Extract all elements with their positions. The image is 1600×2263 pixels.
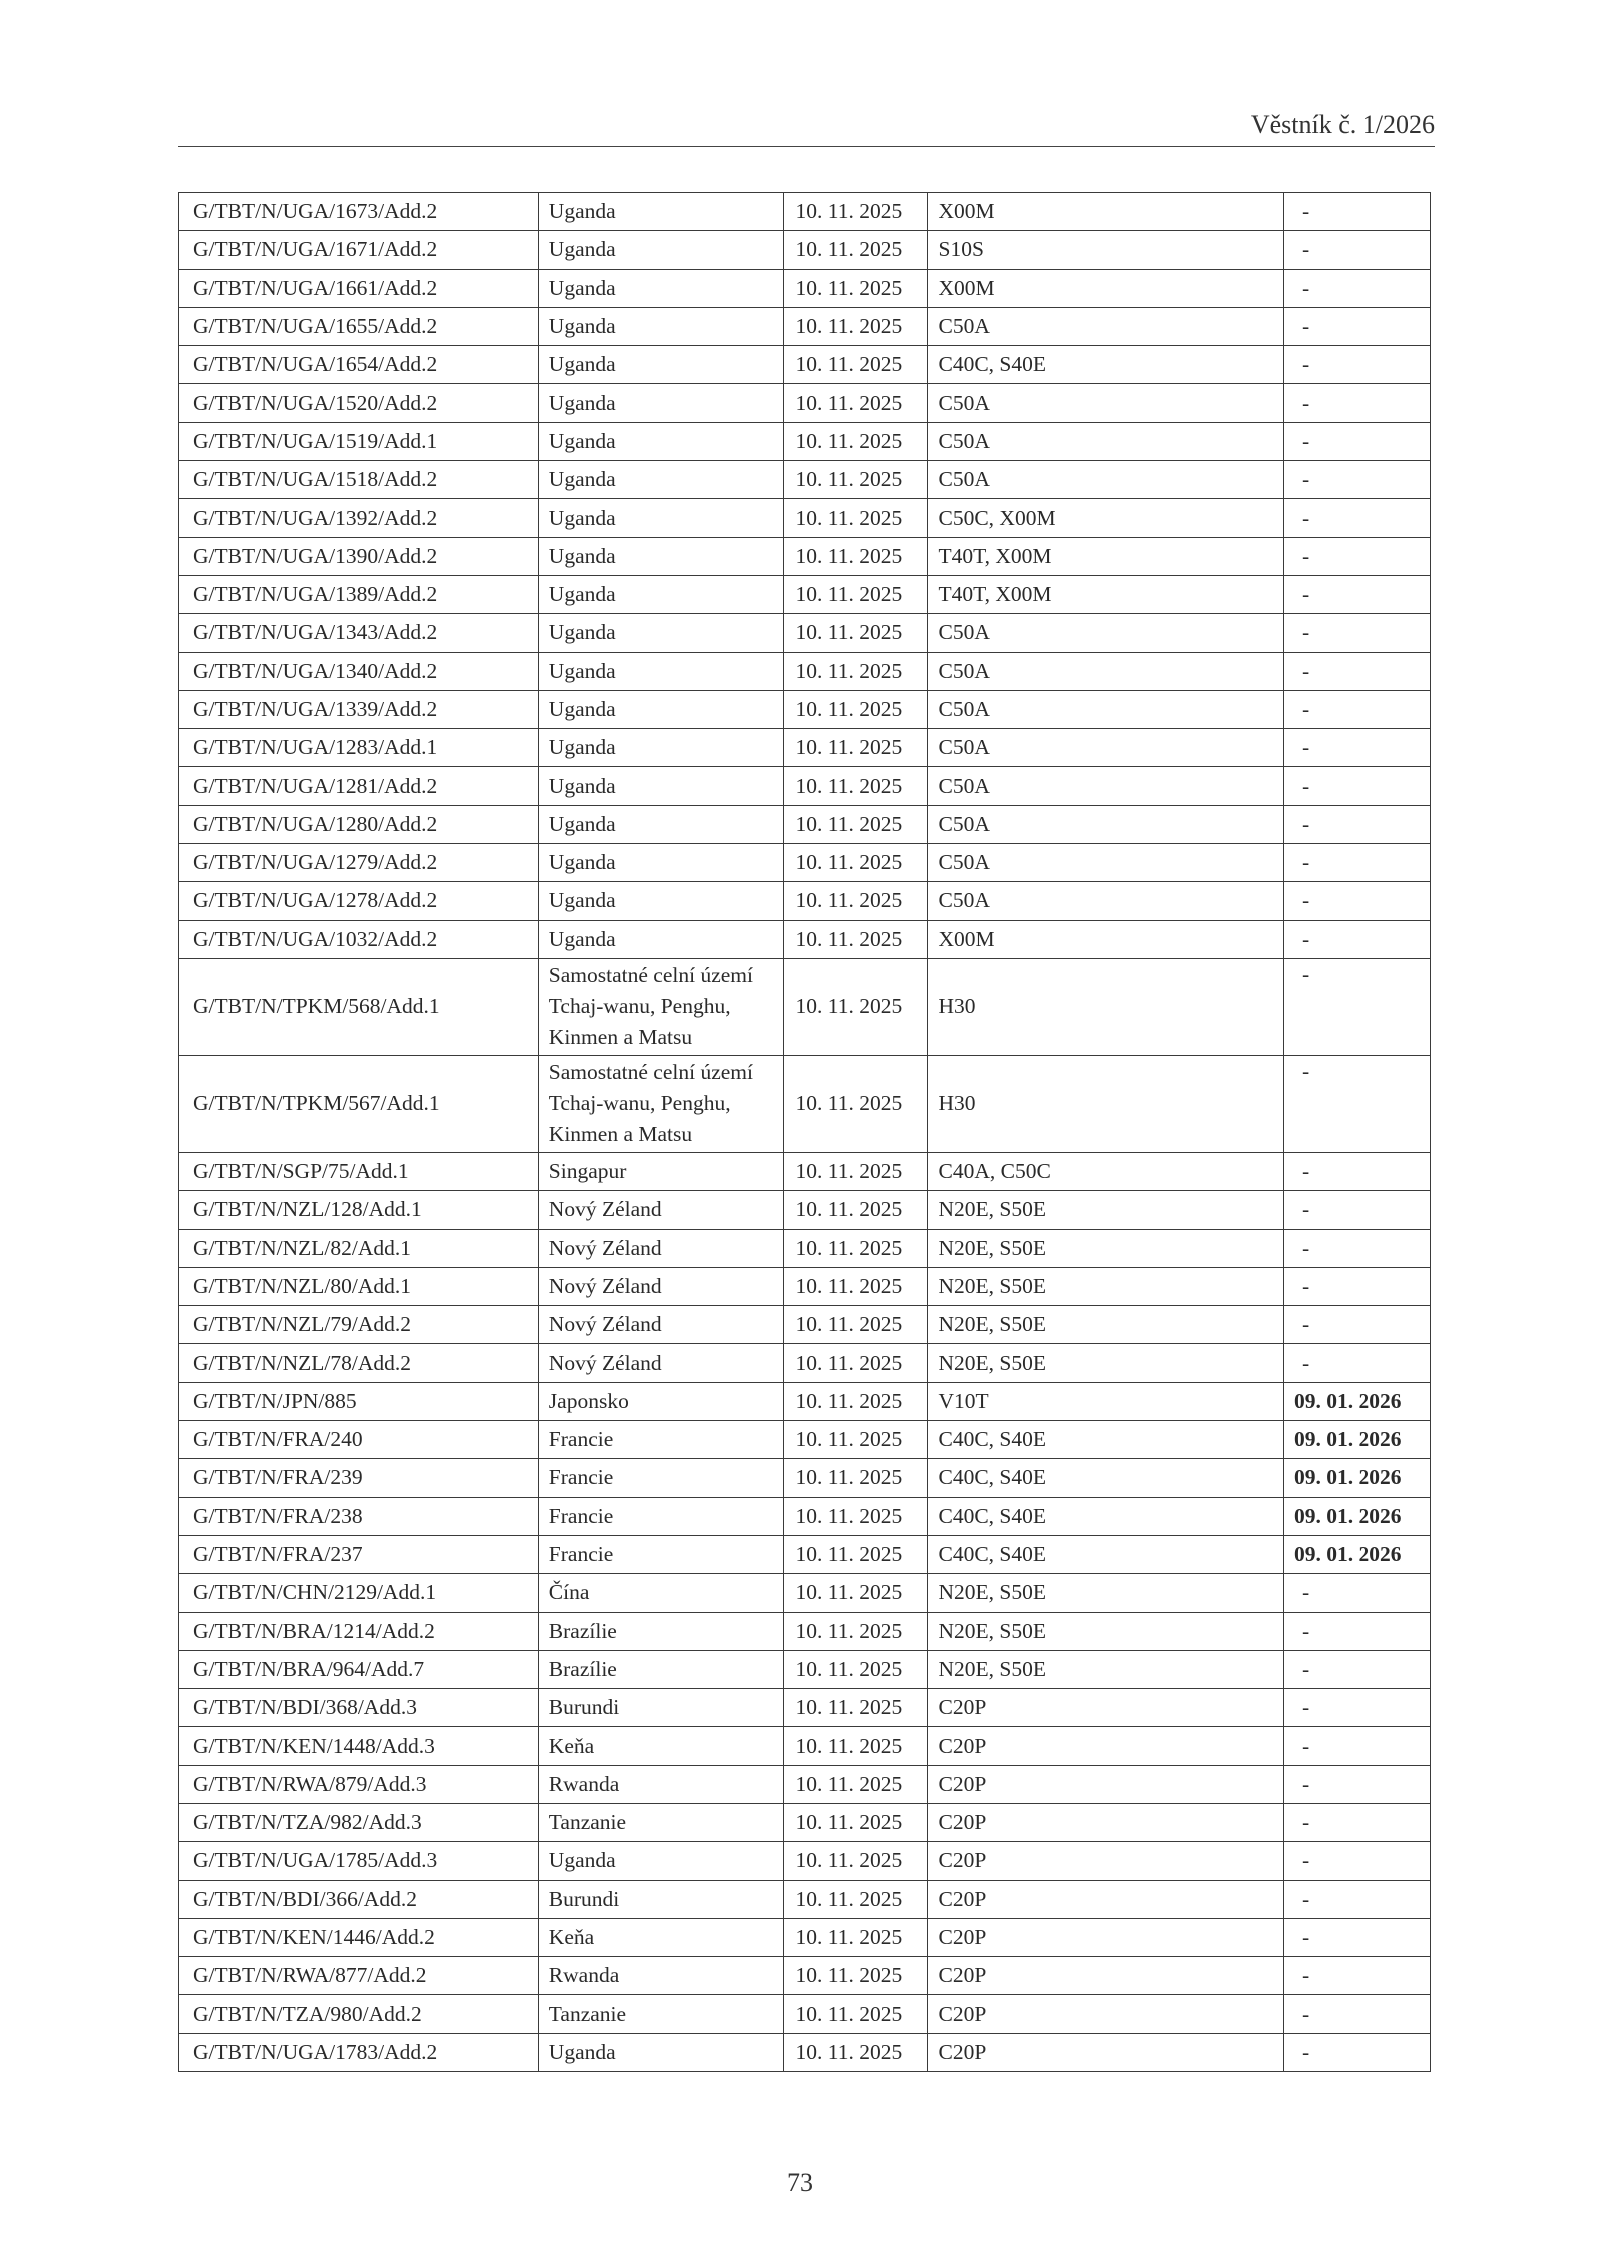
table-row bbox=[179, 614, 1431, 652]
cell-country: Singapur bbox=[538, 1152, 783, 1190]
cell-country: Uganda bbox=[538, 920, 783, 958]
cell-deadline: - bbox=[1284, 1267, 1431, 1305]
cell-symbol: G/TBT/N/KEN/1446/Add.2 bbox=[179, 1918, 539, 1956]
cell-code: X00M bbox=[928, 269, 1284, 307]
cell-code: C40C, S40E bbox=[928, 1421, 1284, 1459]
table-row bbox=[179, 1306, 1431, 1344]
cell-date: 10. 11. 2025 bbox=[783, 1382, 928, 1420]
cell-date: 10. 11. 2025 bbox=[783, 1918, 928, 1956]
cell-country: Burundi bbox=[538, 1880, 783, 1918]
cell-symbol: G/TBT/N/UGA/1654/Add.2 bbox=[179, 346, 539, 384]
table-row bbox=[179, 461, 1431, 499]
table-row bbox=[179, 384, 1431, 422]
cell-deadline: - bbox=[1284, 575, 1431, 613]
cell-code: C20P bbox=[928, 1918, 1284, 1956]
cell-deadline: - bbox=[1284, 844, 1431, 882]
cell-symbol: G/TBT/N/UGA/1655/Add.2 bbox=[179, 307, 539, 345]
cell-deadline: - bbox=[1284, 2033, 1431, 2071]
cell-symbol: G/TBT/N/FRA/238 bbox=[179, 1497, 539, 1535]
cell-symbol: G/TBT/N/UGA/1278/Add.2 bbox=[179, 882, 539, 920]
cell-deadline: - bbox=[1284, 537, 1431, 575]
cell-country: Uganda bbox=[538, 1842, 783, 1880]
cell-country: Brazílie bbox=[538, 1612, 783, 1650]
cell-country: Čína bbox=[538, 1574, 783, 1612]
cell-deadline: - bbox=[1284, 958, 1431, 1055]
table-row bbox=[179, 1344, 1431, 1382]
cell-country: Brazílie bbox=[538, 1650, 783, 1688]
cell-code: N20E, S50E bbox=[928, 1191, 1284, 1229]
cell-code: C50A bbox=[928, 384, 1284, 422]
cell-symbol: G/TBT/N/UGA/1283/Add.1 bbox=[179, 729, 539, 767]
cell-code: X00M bbox=[928, 193, 1284, 231]
cell-country: Samostatné celní území Tchaj-wanu, Penghu, Kinmen a Matsu bbox=[538, 958, 783, 1055]
cell-date: 10. 11. 2025 bbox=[783, 1459, 928, 1497]
cell-deadline: - bbox=[1284, 729, 1431, 767]
cell-country: Nový Zéland bbox=[538, 1191, 783, 1229]
cell-date: 10. 11. 2025 bbox=[783, 384, 928, 422]
cell-country: Nový Zéland bbox=[538, 1344, 783, 1382]
notifications-table bbox=[178, 192, 1431, 2072]
cell-date: 10. 11. 2025 bbox=[783, 767, 928, 805]
cell-date: 10. 11. 2025 bbox=[783, 537, 928, 575]
cell-date: 10. 11. 2025 bbox=[783, 346, 928, 384]
cell-symbol: G/TBT/N/UGA/1389/Add.2 bbox=[179, 575, 539, 613]
cell-code: N20E, S50E bbox=[928, 1306, 1284, 1344]
cell-country: Uganda bbox=[538, 2033, 783, 2071]
cell-deadline: - bbox=[1284, 422, 1431, 460]
cell-symbol: G/TBT/N/NZL/128/Add.1 bbox=[179, 1191, 539, 1229]
cell-country: Nový Zéland bbox=[538, 1267, 783, 1305]
cell-code: V10T bbox=[928, 1382, 1284, 1420]
cell-country: Tanzanie bbox=[538, 1803, 783, 1841]
cell-deadline: 09. 01. 2026 bbox=[1284, 1382, 1431, 1420]
cell-country: Rwanda bbox=[538, 1765, 783, 1803]
table-row bbox=[179, 844, 1431, 882]
cell-deadline: - bbox=[1284, 384, 1431, 422]
cell-deadline: - bbox=[1284, 193, 1431, 231]
cell-date: 10. 11. 2025 bbox=[783, 652, 928, 690]
cell-symbol: G/TBT/N/UGA/1279/Add.2 bbox=[179, 844, 539, 882]
cell-deadline: - bbox=[1284, 1344, 1431, 1382]
cell-symbol: G/TBT/N/FRA/240 bbox=[179, 1421, 539, 1459]
table-row bbox=[179, 958, 1431, 1055]
cell-date: 10. 11. 2025 bbox=[783, 1344, 928, 1382]
cell-code: S10S bbox=[928, 231, 1284, 269]
table-row bbox=[179, 1535, 1431, 1573]
cell-country: Uganda bbox=[538, 307, 783, 345]
cell-country: Japonsko bbox=[538, 1382, 783, 1420]
table-row bbox=[179, 1995, 1431, 2033]
cell-deadline: - bbox=[1284, 805, 1431, 843]
cell-code: C20P bbox=[928, 1995, 1284, 2033]
cell-code: C50A bbox=[928, 461, 1284, 499]
cell-country: Uganda bbox=[538, 537, 783, 575]
cell-date: 10. 11. 2025 bbox=[783, 1995, 928, 2033]
cell-symbol: G/TBT/N/UGA/1281/Add.2 bbox=[179, 767, 539, 805]
cell-country: Tanzanie bbox=[538, 1995, 783, 2033]
table-row bbox=[179, 1229, 1431, 1267]
cell-symbol: G/TBT/N/RWA/877/Add.2 bbox=[179, 1957, 539, 1995]
cell-country: Uganda bbox=[538, 805, 783, 843]
cell-symbol: G/TBT/N/UGA/1783/Add.2 bbox=[179, 2033, 539, 2071]
cell-symbol: G/TBT/N/RWA/879/Add.3 bbox=[179, 1765, 539, 1803]
cell-deadline: - bbox=[1284, 1842, 1431, 1880]
cell-symbol: G/TBT/N/UGA/1785/Add.3 bbox=[179, 1842, 539, 1880]
cell-date: 10. 11. 2025 bbox=[783, 920, 928, 958]
cell-deadline: - bbox=[1284, 1727, 1431, 1765]
cell-symbol: G/TBT/N/BRA/964/Add.7 bbox=[179, 1650, 539, 1688]
table-row bbox=[179, 1727, 1431, 1765]
cell-symbol: G/TBT/N/UGA/1343/Add.2 bbox=[179, 614, 539, 652]
cell-country: Uganda bbox=[538, 844, 783, 882]
cell-date: 10. 11. 2025 bbox=[783, 1267, 928, 1305]
cell-country: Uganda bbox=[538, 231, 783, 269]
cell-deadline: - bbox=[1284, 1152, 1431, 1190]
cell-country: Francie bbox=[538, 1497, 783, 1535]
cell-deadline: - bbox=[1284, 920, 1431, 958]
cell-symbol: G/TBT/N/NZL/80/Add.1 bbox=[179, 1267, 539, 1305]
cell-date: 10. 11. 2025 bbox=[783, 958, 928, 1055]
cell-deadline: - bbox=[1284, 767, 1431, 805]
table-row bbox=[179, 269, 1431, 307]
cell-code: N20E, S50E bbox=[928, 1650, 1284, 1688]
cell-symbol: G/TBT/N/TZA/980/Add.2 bbox=[179, 1995, 539, 2033]
table-row bbox=[179, 729, 1431, 767]
cell-code: N20E, S50E bbox=[928, 1267, 1284, 1305]
cell-deadline: - bbox=[1284, 652, 1431, 690]
cell-code: C50A bbox=[928, 422, 1284, 460]
cell-date: 10. 11. 2025 bbox=[783, 1152, 928, 1190]
cell-symbol: G/TBT/N/UGA/1339/Add.2 bbox=[179, 690, 539, 728]
cell-deadline: - bbox=[1284, 1650, 1431, 1688]
cell-deadline: - bbox=[1284, 1055, 1431, 1152]
cell-symbol: G/TBT/N/UGA/1673/Add.2 bbox=[179, 193, 539, 231]
cell-symbol: G/TBT/N/KEN/1448/Add.3 bbox=[179, 1727, 539, 1765]
cell-code: C50A bbox=[928, 614, 1284, 652]
cell-date: 10. 11. 2025 bbox=[783, 231, 928, 269]
table-row bbox=[179, 499, 1431, 537]
cell-country: Uganda bbox=[538, 193, 783, 231]
cell-code: C50A bbox=[928, 882, 1284, 920]
cell-date: 10. 11. 2025 bbox=[783, 575, 928, 613]
cell-code: C20P bbox=[928, 1689, 1284, 1727]
page-header bbox=[178, 108, 1435, 147]
cell-deadline: - bbox=[1284, 1957, 1431, 1995]
cell-deadline: 09. 01. 2026 bbox=[1284, 1535, 1431, 1573]
cell-date: 10. 11. 2025 bbox=[783, 1727, 928, 1765]
cell-code: C20P bbox=[928, 1727, 1284, 1765]
table-row bbox=[179, 1842, 1431, 1880]
cell-symbol: G/TBT/N/UGA/1392/Add.2 bbox=[179, 499, 539, 537]
cell-code: C20P bbox=[928, 1880, 1284, 1918]
cell-deadline: - bbox=[1284, 461, 1431, 499]
cell-country: Uganda bbox=[538, 384, 783, 422]
table-row bbox=[179, 882, 1431, 920]
cell-date: 10. 11. 2025 bbox=[783, 882, 928, 920]
cell-date: 10. 11. 2025 bbox=[783, 422, 928, 460]
cell-code: C20P bbox=[928, 2033, 1284, 2071]
table-row bbox=[179, 1612, 1431, 1650]
cell-symbol: G/TBT/N/NZL/79/Add.2 bbox=[179, 1306, 539, 1344]
cell-code: X00M bbox=[928, 920, 1284, 958]
cell-date: 10. 11. 2025 bbox=[783, 1535, 928, 1573]
cell-symbol: G/TBT/N/TZA/982/Add.3 bbox=[179, 1803, 539, 1841]
cell-date: 10. 11. 2025 bbox=[783, 269, 928, 307]
cell-country: Samostatné celní území Tchaj-wanu, Penghu, Kinmen a Matsu bbox=[538, 1055, 783, 1152]
table-row bbox=[179, 537, 1431, 575]
cell-code: C50A bbox=[928, 690, 1284, 728]
cell-date: 10. 11. 2025 bbox=[783, 1612, 928, 1650]
table-row bbox=[179, 1803, 1431, 1841]
cell-date: 10. 11. 2025 bbox=[783, 461, 928, 499]
cell-symbol: G/TBT/N/UGA/1032/Add.2 bbox=[179, 920, 539, 958]
cell-symbol: G/TBT/N/UGA/1519/Add.1 bbox=[179, 422, 539, 460]
cell-code: N20E, S50E bbox=[928, 1612, 1284, 1650]
cell-date: 10. 11. 2025 bbox=[783, 1229, 928, 1267]
cell-country: Uganda bbox=[538, 575, 783, 613]
table-row bbox=[179, 690, 1431, 728]
cell-symbol: G/TBT/N/NZL/78/Add.2 bbox=[179, 1344, 539, 1382]
cell-symbol: G/TBT/N/BDI/366/Add.2 bbox=[179, 1880, 539, 1918]
table-row bbox=[179, 422, 1431, 460]
cell-deadline: - bbox=[1284, 1191, 1431, 1229]
cell-code: N20E, S50E bbox=[928, 1574, 1284, 1612]
cell-deadline: - bbox=[1284, 1612, 1431, 1650]
cell-date: 10. 11. 2025 bbox=[783, 1650, 928, 1688]
table-row bbox=[179, 2033, 1431, 2071]
cell-symbol: G/TBT/N/FRA/237 bbox=[179, 1535, 539, 1573]
cell-code: N20E, S50E bbox=[928, 1229, 1284, 1267]
cell-date: 10. 11. 2025 bbox=[783, 1765, 928, 1803]
cell-symbol: G/TBT/N/NZL/82/Add.1 bbox=[179, 1229, 539, 1267]
cell-deadline: - bbox=[1284, 614, 1431, 652]
cell-country: Keňa bbox=[538, 1918, 783, 1956]
cell-symbol: G/TBT/N/FRA/239 bbox=[179, 1459, 539, 1497]
table-row bbox=[179, 1459, 1431, 1497]
cell-symbol: G/TBT/N/TPKM/567/Add.1 bbox=[179, 1055, 539, 1152]
cell-date: 10. 11. 2025 bbox=[783, 690, 928, 728]
cell-code: C50C, X00M bbox=[928, 499, 1284, 537]
cell-symbol: G/TBT/N/JPN/885 bbox=[179, 1382, 539, 1420]
cell-code: C20P bbox=[928, 1803, 1284, 1841]
table-row bbox=[179, 1267, 1431, 1305]
table-row bbox=[179, 1152, 1431, 1190]
cell-code: C50A bbox=[928, 652, 1284, 690]
cell-deadline: 09. 01. 2026 bbox=[1284, 1497, 1431, 1535]
cell-code: C50A bbox=[928, 729, 1284, 767]
cell-date: 10. 11. 2025 bbox=[783, 805, 928, 843]
cell-code: T40T, X00M bbox=[928, 575, 1284, 613]
table-row bbox=[179, 346, 1431, 384]
cell-country: Uganda bbox=[538, 690, 783, 728]
cell-code: C40C, S40E bbox=[928, 1535, 1284, 1573]
cell-code: C20P bbox=[928, 1765, 1284, 1803]
cell-symbol: G/TBT/N/BDI/368/Add.3 bbox=[179, 1689, 539, 1727]
cell-date: 10. 11. 2025 bbox=[783, 1803, 928, 1841]
cell-symbol: G/TBT/N/TPKM/568/Add.1 bbox=[179, 958, 539, 1055]
cell-date: 10. 11. 2025 bbox=[783, 1957, 928, 1995]
cell-deadline: - bbox=[1284, 499, 1431, 537]
cell-code: C50A bbox=[928, 805, 1284, 843]
cell-deadline: - bbox=[1284, 1880, 1431, 1918]
cell-date: 10. 11. 2025 bbox=[783, 844, 928, 882]
cell-code: C40C, S40E bbox=[928, 1459, 1284, 1497]
cell-country: Uganda bbox=[538, 614, 783, 652]
cell-deadline: - bbox=[1284, 1918, 1431, 1956]
cell-deadline: - bbox=[1284, 1229, 1431, 1267]
cell-code: N20E, S50E bbox=[928, 1344, 1284, 1382]
cell-deadline: - bbox=[1284, 1574, 1431, 1612]
cell-code: C50A bbox=[928, 767, 1284, 805]
cell-country: Francie bbox=[538, 1535, 783, 1573]
cell-date: 10. 11. 2025 bbox=[783, 1689, 928, 1727]
cell-date: 10. 11. 2025 bbox=[783, 1880, 928, 1918]
cell-country: Uganda bbox=[538, 346, 783, 384]
cell-country: Francie bbox=[538, 1421, 783, 1459]
cell-code: T40T, X00M bbox=[928, 537, 1284, 575]
table-row bbox=[179, 1191, 1431, 1229]
table-row bbox=[179, 767, 1431, 805]
cell-country: Uganda bbox=[538, 729, 783, 767]
cell-date: 10. 11. 2025 bbox=[783, 1842, 928, 1880]
cell-deadline: - bbox=[1284, 346, 1431, 384]
table-row bbox=[179, 920, 1431, 958]
cell-date: 10. 11. 2025 bbox=[783, 499, 928, 537]
cell-code: C40C, S40E bbox=[928, 1497, 1284, 1535]
cell-country: Uganda bbox=[538, 269, 783, 307]
cell-country: Nový Zéland bbox=[538, 1306, 783, 1344]
cell-country: Francie bbox=[538, 1459, 783, 1497]
cell-country: Uganda bbox=[538, 499, 783, 537]
cell-date: 10. 11. 2025 bbox=[783, 193, 928, 231]
table-row bbox=[179, 193, 1431, 231]
cell-symbol: G/TBT/N/UGA/1518/Add.2 bbox=[179, 461, 539, 499]
cell-country: Uganda bbox=[538, 882, 783, 920]
cell-date: 10. 11. 2025 bbox=[783, 1497, 928, 1535]
cell-date: 10. 11. 2025 bbox=[783, 729, 928, 767]
cell-symbol: G/TBT/N/UGA/1340/Add.2 bbox=[179, 652, 539, 690]
cell-deadline: - bbox=[1284, 882, 1431, 920]
cell-code: C40C, S40E bbox=[928, 346, 1284, 384]
cell-deadline: - bbox=[1284, 1306, 1431, 1344]
cell-deadline: - bbox=[1284, 231, 1431, 269]
cell-symbol: G/TBT/N/UGA/1520/Add.2 bbox=[179, 384, 539, 422]
cell-deadline: - bbox=[1284, 307, 1431, 345]
table-row bbox=[179, 1382, 1431, 1420]
table-row bbox=[179, 652, 1431, 690]
cell-deadline: - bbox=[1284, 1765, 1431, 1803]
cell-date: 10. 11. 2025 bbox=[783, 614, 928, 652]
table-row bbox=[179, 1055, 1431, 1152]
cell-country: Nový Zéland bbox=[538, 1229, 783, 1267]
cell-deadline: - bbox=[1284, 1803, 1431, 1841]
cell-symbol: G/TBT/N/UGA/1661/Add.2 bbox=[179, 269, 539, 307]
cell-date: 10. 11. 2025 bbox=[783, 307, 928, 345]
cell-symbol: G/TBT/N/BRA/1214/Add.2 bbox=[179, 1612, 539, 1650]
cell-code: C20P bbox=[928, 1957, 1284, 1995]
cell-country: Rwanda bbox=[538, 1957, 783, 1995]
cell-date: 10. 11. 2025 bbox=[783, 1306, 928, 1344]
cell-country: Uganda bbox=[538, 422, 783, 460]
table-row bbox=[179, 1421, 1431, 1459]
table-row bbox=[179, 1765, 1431, 1803]
page-number: 73 bbox=[787, 2168, 813, 2197]
cell-code: C40A, C50C bbox=[928, 1152, 1284, 1190]
cell-code: H30 bbox=[928, 1055, 1284, 1152]
cell-deadline: - bbox=[1284, 1995, 1431, 2033]
table-row bbox=[179, 1957, 1431, 1995]
table-row bbox=[179, 1497, 1431, 1535]
notifications-table-body bbox=[179, 193, 1431, 2072]
cell-code: H30 bbox=[928, 958, 1284, 1055]
table-row bbox=[179, 805, 1431, 843]
cell-country: Uganda bbox=[538, 652, 783, 690]
cell-symbol: G/TBT/N/UGA/1390/Add.2 bbox=[179, 537, 539, 575]
table-row bbox=[179, 575, 1431, 613]
cell-symbol: G/TBT/N/CHN/2129/Add.1 bbox=[179, 1574, 539, 1612]
table-row bbox=[179, 1650, 1431, 1688]
cell-code: C50A bbox=[928, 844, 1284, 882]
cell-symbol: G/TBT/N/UGA/1280/Add.2 bbox=[179, 805, 539, 843]
cell-deadline: - bbox=[1284, 690, 1431, 728]
cell-date: 10. 11. 2025 bbox=[783, 1191, 928, 1229]
table-row bbox=[179, 1880, 1431, 1918]
cell-date: 10. 11. 2025 bbox=[783, 1055, 928, 1152]
cell-deadline: - bbox=[1284, 1689, 1431, 1727]
bulletin-title: Věstník č. 1/2026 bbox=[1250, 110, 1435, 139]
table-row bbox=[179, 307, 1431, 345]
cell-date: 10. 11. 2025 bbox=[783, 2033, 928, 2071]
table-row bbox=[179, 1918, 1431, 1956]
cell-code: C20P bbox=[928, 1842, 1284, 1880]
cell-deadline: 09. 01. 2026 bbox=[1284, 1459, 1431, 1497]
cell-deadline: 09. 01. 2026 bbox=[1284, 1421, 1431, 1459]
table-row bbox=[179, 1689, 1431, 1727]
cell-country: Keňa bbox=[538, 1727, 783, 1765]
cell-symbol: G/TBT/N/UGA/1671/Add.2 bbox=[179, 231, 539, 269]
cell-country: Uganda bbox=[538, 461, 783, 499]
cell-country: Burundi bbox=[538, 1689, 783, 1727]
cell-country: Uganda bbox=[538, 767, 783, 805]
cell-date: 10. 11. 2025 bbox=[783, 1421, 928, 1459]
cell-code: C50A bbox=[928, 307, 1284, 345]
table-row bbox=[179, 231, 1431, 269]
cell-date: 10. 11. 2025 bbox=[783, 1574, 928, 1612]
cell-deadline: - bbox=[1284, 269, 1431, 307]
table-row bbox=[179, 1574, 1431, 1612]
cell-symbol: G/TBT/N/SGP/75/Add.1 bbox=[179, 1152, 539, 1190]
